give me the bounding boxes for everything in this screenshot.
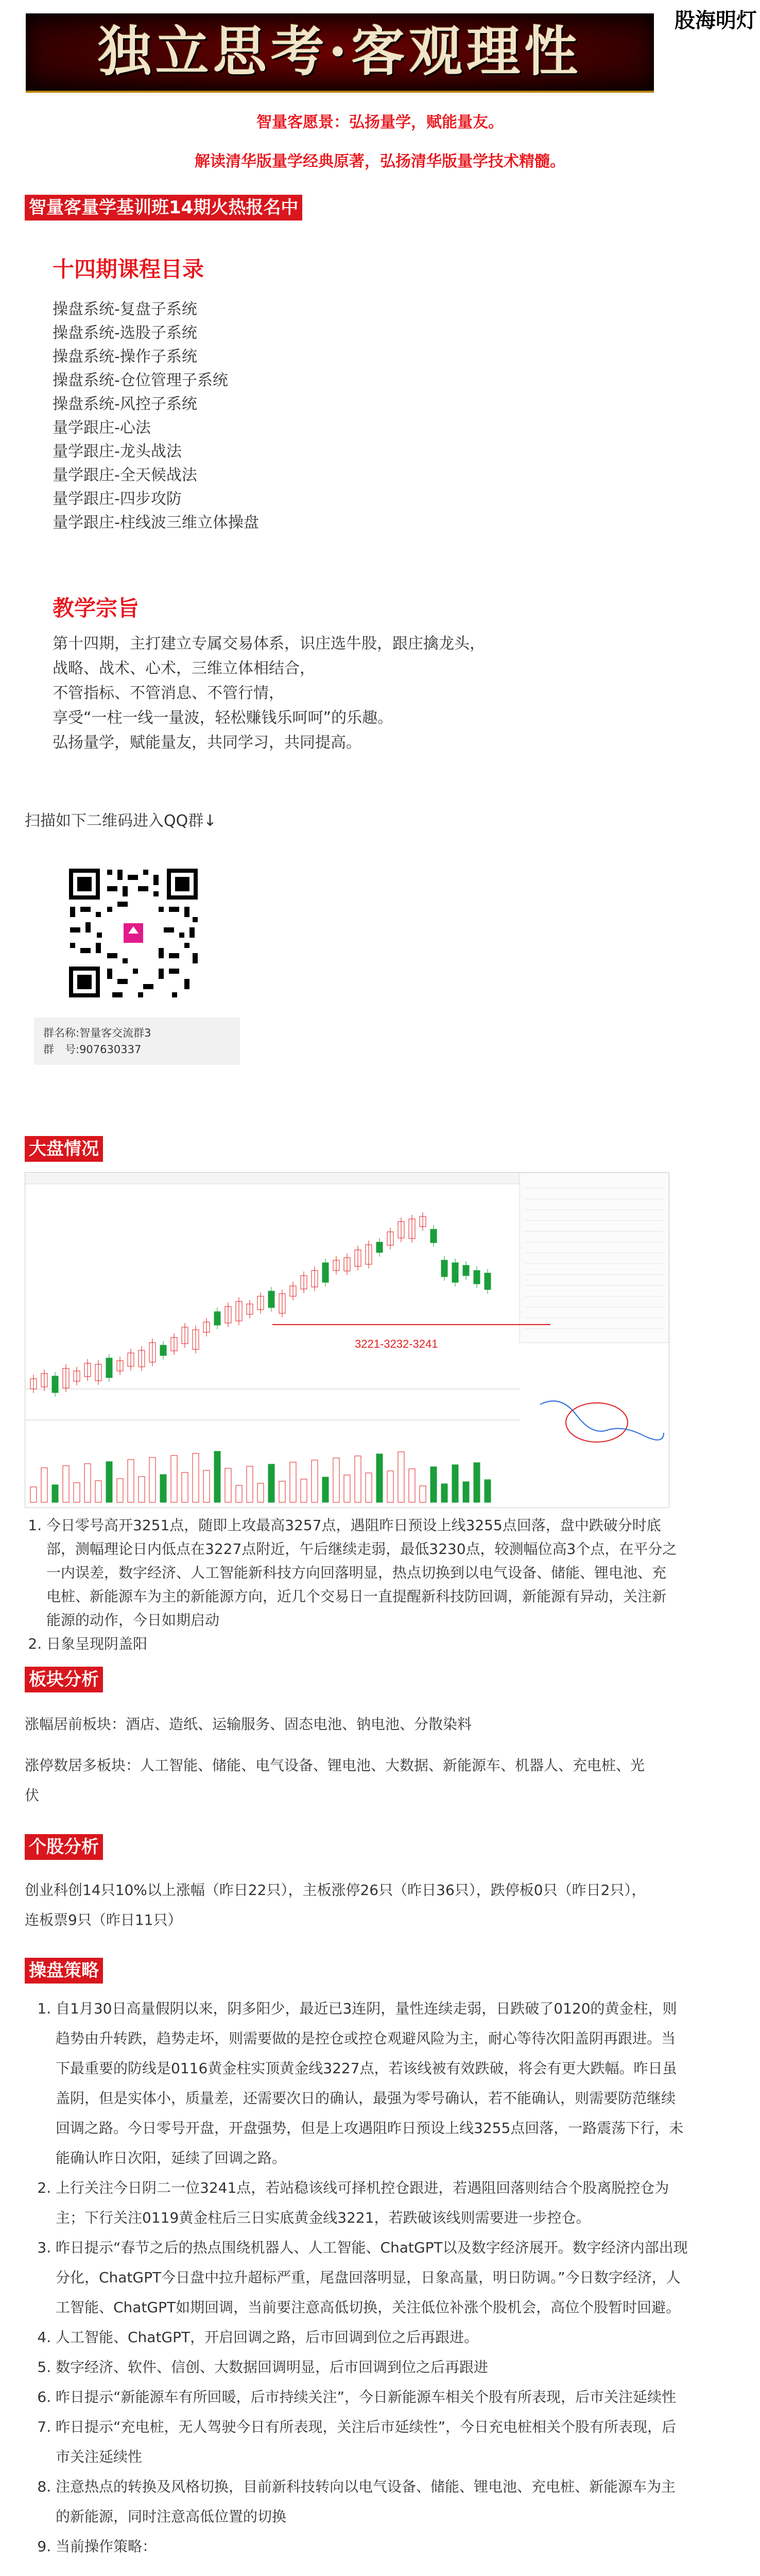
strategy-item: 7. 昨日提示“充电桩，无人驾驶今日有所表现，关注后市延续性”，今日充电桩相关个股有所表现，后市关注延续性 <box>56 2412 689 2472</box>
strategy-item: 2. 上行关注今日阴二一位3241点，若站稳该线可择机控仓跟进，若遇阻回落则结合个股离脱控仓为主；下行关注0119黄金柱后三日实底黄金线3221，若跌破该线则需要进一步控仓。 <box>56 2173 689 2233</box>
volume-bar <box>301 1479 307 1502</box>
catalog-title: 十四期课程目录 <box>53 257 204 282</box>
volume-bar <box>214 1451 220 1502</box>
catalog-item: 操盘系统-操作子系统 <box>53 348 197 366</box>
stocks-text: 创业科创14只10%以上涨幅（昨日22只），主板涨停26只（昨日36只），跌停板0只（昨日2只），连板票9只（昨日11只） <box>25 1882 646 1928</box>
volume-bar <box>106 1462 112 1502</box>
strategy-item: 8. 注意热点的转换及风格切换，目前新科技转向以电气设备、储能、锂电池、充电桩、新能源车为主的新能源，同时注意高低位置的切换 <box>56 2472 689 2532</box>
volume-bar <box>376 1454 383 1502</box>
volume-bar <box>398 1452 404 1502</box>
volume-bar <box>474 1463 480 1502</box>
volume-bar <box>387 1471 393 1502</box>
catalog-item: 量学跟庄-心法 <box>53 419 151 437</box>
volume-bar <box>344 1475 350 1502</box>
volume-bar <box>203 1470 210 1502</box>
volume-bar <box>30 1487 37 1502</box>
volume-bar <box>257 1483 264 1502</box>
qr-caption <box>34 1018 240 1065</box>
volume-bar <box>160 1475 166 1502</box>
volume-bar <box>463 1482 469 1502</box>
catalog-item: 量学跟庄-四步攻防 <box>53 490 182 508</box>
catalog-item: 量学跟庄-柱线波三维立体操盘 <box>53 514 259 532</box>
strategy-item: 5. 数字经济、软件、信创、大数据回调明显，后市回调到位之后再跟进 <box>56 2352 689 2382</box>
volume-bar <box>193 1453 199 1502</box>
catalog-item: 操盘系统-复盘子系统 <box>53 300 197 318</box>
volume-bar <box>279 1481 285 1502</box>
qr-code-image <box>66 866 201 1001</box>
volume-bar <box>409 1469 415 1502</box>
volume-bar <box>171 1455 177 1502</box>
vision-line-1: 智量客愿景：弘扬量学，赋能量友。 <box>256 113 504 131</box>
volume-bar <box>333 1458 339 1502</box>
catalog-list <box>53 298 259 535</box>
qr-group-number: 群 号:907630337 <box>43 1043 142 1056</box>
volume-bar <box>117 1479 123 1502</box>
volume-bar <box>41 1468 47 1502</box>
vision-line-2: 解读清华版量学经典原著，弘扬清华版量学技术精髓。 <box>195 152 565 171</box>
strategy-item: 3. 昨日提示“春节之后的热点围绕机器人、人工智能、ChatGPT以及数字经济展开。数字经济内部出现分化，ChatGPT今日盘中拉升超标严重，尾盘回落明显，日象高量，明日防调。”今日数字经济，人工智能、ChatGPT如期回调，当前要注意高低切换，关注低位补涨个股机会，高位个股暂时回避。 <box>56 2233 689 2323</box>
volume-bar <box>95 1481 101 1502</box>
volume-bar <box>52 1485 58 1502</box>
chart-annotation: 3221-3232-3241 <box>355 1337 438 1350</box>
volume-bar <box>312 1460 318 1502</box>
header-banner <box>26 13 654 93</box>
strategy-item: 1. 自1月30日高量假阴以来，阴多阳少，最近已3连阴，量性连续走弱，日跌破了0120的黄金柱，则趋势由升转跌，趋势走坏，则需要做的是控仓或控仓观避风险为主，耐心等待次阳盖阴再跟进。当下最重要的防线是0116黄金柱实顶黄金线3227点，若该线被有效跌破，将会有更大跌幅。昨日虽盖阴，但是实体小，质量差，还需要次日的确认，最强为零号确认，若不能确认，则需要防范继续回调之路。今日零号开盘，开盘强势，但是上攻遇阻昨日预设上线3255点回落，一路震荡下行，未能确认昨日次阳，延续了回调之路。 <box>56 1994 689 2173</box>
purpose-line: 战略、战术、心术，三维立体相结合， <box>53 659 315 677</box>
volume-bar <box>441 1484 447 1502</box>
purpose-title: 教学宗旨 <box>53 596 140 621</box>
catalog-item: 操盘系统-选股子系统 <box>53 324 197 342</box>
volume-bar <box>236 1485 242 1502</box>
volume-bar <box>355 1456 361 1502</box>
volume-bar <box>139 1477 145 1502</box>
qr-group-name: 群名称:智量客交流群3 <box>43 1027 151 1039</box>
purpose-line: 享受“一柱一线一量波，轻松赚钱乐呵呵”的乐趣。 <box>53 709 393 727</box>
volume-bar <box>128 1460 134 1502</box>
catalog-item: 量学跟庄-龙头战法 <box>53 443 182 461</box>
market-list <box>26 1514 680 1656</box>
strategy-list <box>26 1994 689 2562</box>
purpose-line: 第十四期，主打建立专属交易体系，识庄选牛股，跟庄擒龙头， <box>53 635 485 653</box>
volume-bar <box>322 1477 329 1502</box>
strategy-item: 6. 昨日提示“新能源车有所回暖，后市持续关注”，今日新能源车相关个股有所表现，后市关注延续性 <box>56 2382 689 2412</box>
sector-down: 涨停数居多板块：人工智能、储能、电气设备、锂电池、大数据、新能源车、机器人、充电桩、光伏 <box>25 1757 645 1804</box>
volume-bar <box>63 1466 69 1502</box>
volume-bar <box>430 1467 437 1502</box>
qr-code[interactable] <box>66 866 201 1001</box>
strategy-item: 9. 当前操作策略： <box>56 2532 689 2562</box>
volume-bar <box>420 1486 426 1502</box>
catalog-item: 量学跟庄-全天候战法 <box>53 466 197 484</box>
purpose-line: 不管指标、不管消息、不管行情， <box>53 684 284 702</box>
volume-bar <box>74 1483 80 1502</box>
volume-bar <box>268 1464 274 1502</box>
purpose-line: 弘扬量学，赋能量友，共同学习，共同提高。 <box>53 734 361 752</box>
banner-title: 独立思考·客观理性 <box>97 20 582 83</box>
purpose-text <box>53 632 485 755</box>
volume-bar <box>84 1464 91 1502</box>
volume-bar <box>225 1468 231 1502</box>
market-title: 大盘情况 <box>25 1136 103 1162</box>
kline-svg <box>25 1173 669 1507</box>
qr-prompt: 扫描如下二维码进入QQ群↓ <box>25 812 217 830</box>
catalog-item: 操盘系统-仓位管理子系统 <box>53 371 228 389</box>
volume-bar <box>485 1480 491 1502</box>
stocks-title: 个股分析 <box>25 1834 103 1860</box>
volume-bar <box>247 1466 253 1502</box>
brand-name: 股海明灯 <box>675 9 757 32</box>
sector-up: 涨幅居前板块：酒店、造纸、运输服务、固态电池、钠电池、分散染料 <box>25 1716 472 1733</box>
market-kline-chart <box>25 1172 669 1508</box>
sector-title: 板块分析 <box>25 1667 103 1692</box>
catalog-item: 操盘系统-风控子系统 <box>53 395 197 413</box>
volume-bar <box>290 1462 296 1502</box>
market-item: 1. 今日零号高开3251点，随即上攻最高3257点，遇阻昨日预设上线3255点回落，盘中跌破分时底部，测幅理论日内低点在3227点附近，午后继续走弱，最低3230点，较测幅位高3个点，在平分之一内误差，数字经济、人工智能新科技方向回落明显，热点切换到以电气设备、储能、锂电池、充电桩、新能源车为主的新能源方向，近几个交易日一直提醒新科技防回调，新能源有异动，关注新能源的动作，今日如期启动 <box>46 1514 680 1632</box>
volume-bar <box>452 1465 458 1502</box>
volume-bar <box>366 1473 372 1502</box>
volume-bar <box>182 1472 188 1502</box>
volume-bar <box>149 1458 156 1502</box>
market-item: 2. 日象呈现阴盖阳 <box>46 1632 680 1656</box>
strategy-item: 4. 人工智能、ChatGPT，开启回调之路，后市回调到位之后再跟进。 <box>56 2323 689 2352</box>
enroll-banner: 智量客量学基训班14期火热报名中 <box>25 195 302 221</box>
strategy-title: 操盘策略 <box>25 1958 103 1984</box>
